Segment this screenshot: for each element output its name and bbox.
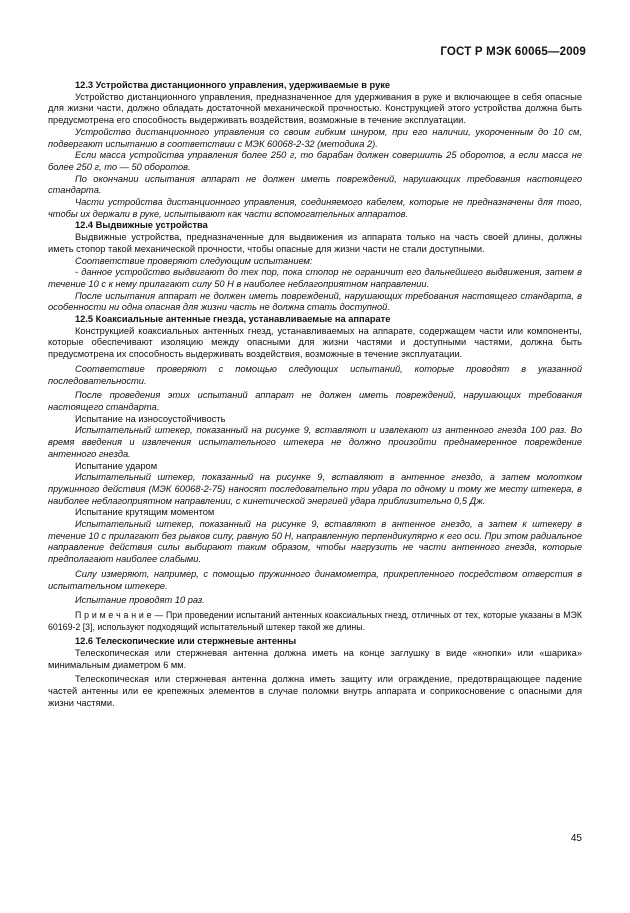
paragraph: Соответствие проверяют следующим испытанием: [75,255,313,266]
paragraph: По окончании испытания аппарат не должен иметь повреждений, нарушающих требования настоящего стандарта. [48,173,582,196]
paragraph: После проведения этих испытаний аппарат не должен иметь повреждений, нарушающих требования настоящего стандарта. [48,390,582,412]
section-heading: 12.4 Выдвижные устройства [75,220,208,231]
note-label: П р и м е ч а н и е — [75,609,164,620]
page-content [48,80,582,710]
paragraph: Части устройства дистанционного управления, соединяемого кабелем, которые не предназначены для того, чтобы их держали в руке, испытывают как части вспомогательных аппаратов. [48,197,582,219]
paragraph: Испытание проводят 10 раз. [75,595,205,606]
paragraph: Устройство дистанционного управления, предназначенное для удерживания в руке и включающее в себя опасные для жизни части, должно обладать достаточной механической прочностью. Конструкцией этого устройства должна быть предусмотрена его способность выдерживать воздействия, возможные в течение эксплуатации. [48,91,582,126]
subheading: Испытание ударом [75,460,158,471]
section-heading: 12.6 Телескопические или стержневые антенны [75,636,297,647]
subheading: Испытание на износоустойчивость [75,413,226,424]
paragraph: Испытательный штекер, показанный на рисунке 9, вставляют в антенное гнездо, а затем к штекеру в течение 10 с прилагают без рывков силу, равную 50 Н, направленную перпендикулярно к его оси. При этом радиальное направление действия силы выбирают таким образом, чтобы нагрузить не части антенного гнезда, которые предполагают наиболее слабыми. [48,519,582,565]
paragraph: Соответствие проверяют с помощью следующих испытаний, которые проводят в указанной последовательности. [48,363,582,386]
note [48,610,582,633]
page-number: 45 [570,833,582,844]
paragraph: Если масса устройства управления более 250 г, то барабан должен совершить 25 оборотов, а если масса не более 250 г, то — 50 оборотов. [48,150,582,172]
section-heading: 12.5 Коаксиальные антенные гнезда, устанавливаемые на аппарате [75,314,391,325]
paragraph: Телескопическая или стержневая антенна должна иметь на конце заглушку в виде «кнопки» или «шарика» минимальным диаметром 6 мм. [48,648,582,670]
paragraph: После испытания аппарат не должен иметь повреждений, нарушающих требования настоящего стандарта, в особенности ни одна опасная для жизни часть не должна стать доступной. [48,290,582,313]
paragraph: Испытательный штекер, показанный на рисунке 9, вставляют в антенное гнездо, а затем молотком пружинного действия (МЭК 60068-2-75) наносят последовательно три удара по одному и тому же месту штекера, в наиболее неблагоприятном направлении, с кинетической энергией удара приблизительно 0,5 Дж. [48,472,582,506]
subheading: Испытание крутящим моментом [75,507,215,518]
paragraph: Выдвижные устройства, предназначенные для выдвижения из аппарата только на часть своей длины, должны иметь стопор такой механической прочности, чтобы опасные для жизни части не стали доступными. [48,232,582,254]
paragraph: Телескопическая или стержневая антенна должна иметь защиту или ограждение, предотвращающее падение частей антенны или ее крепежных элементов в случае поломки внутрь аппарата и соприкосновение с опасными для жизни частями. [48,674,582,708]
paragraph: - данное устройство выдвигают до тех пор, пока стопор не ограничит его дальнейшего выдвижения, затем в течение 10 с к нему прилагают силу 50 Н в наиболее неблагоприятном направлении. [48,267,582,289]
document-header: ГОСТ Р МЭК 60065—2009 [440,46,586,58]
paragraph: Испытательный штекер, показанный на рисунке 9, вставляют и извлекают из антенного гнезда 100 раз. Во время введения и извлечения испытательного штекера не должно произойти преднамеренное повреждение антенного гнезда. [48,425,582,459]
paragraph: Конструкцией коаксиальных антенных гнезд, устанавливаемых на аппарате, содержащем части или компоненты, которые обеспечивают изоляцию между опасными для жизни частями и доступными частями, должна быть предусмотрена их способность выдерживать воздействия, возможные в течение эксплуатации. [48,325,582,360]
paragraph: Устройство дистанционного управления со своим гибким шнуром, при его наличии, укороченным до 10 см, подвергают испытанию в соответствии с МЭК 60068-2-32 (методика 2). [48,126,582,149]
note-text: При проведении испытаний антенных коаксиальных гнезд, отличных от тех, которые указаны в МЭК 60169-2 [3], используют подходящий испытательный штекер такой же длины. [48,609,582,632]
paragraph: Силу измеряют, например, с помощью пружинного динамометра, прикрепленного посредством отверстия в испытательном штекере. [48,568,582,591]
section-heading: 12.3 Устройства дистанционного управления, удерживаемые в руке [75,80,391,90]
